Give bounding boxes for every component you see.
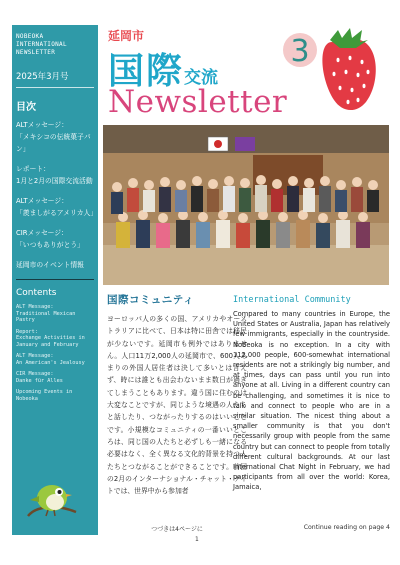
- contents-item[interactable]: Upcoming Events in Nobeoka: [16, 389, 73, 402]
- masthead-title: 国際交流: [108, 51, 219, 92]
- contents-item[interactable]: Report: Exchange Activities in January and February: [16, 328, 85, 348]
- toc-item[interactable]: レポート： 1月と2月の国際交流活動: [16, 165, 93, 185]
- divider: [16, 87, 94, 88]
- bird-belly: [46, 494, 64, 510]
- article-body-en: Compared to many countries in Europe, the United States or Australia, Japan has relatively few immigrants, especially in the countryside. Nobeoka is no exception. In a city with 112,000 people, 600-somewhat international residents are not a strikingly big number, and at times, days can pass until you run into anyone at all. Living in a different country can be challenging, and sometimes it is nice to talk and connect to people who are in a similar situation. The nicest thing about a smaller community is that you don't necessarily group with people from the same country but can connect to people from totally different cultural backgrounds. At our last International Chat Night in February, we had participants from all over the world: Korea, Jamaica,: [233, 310, 390, 492]
- bird-beak: [66, 494, 72, 497]
- contents-item[interactable]: CIR Message: Danke für Alles: [16, 371, 63, 384]
- toc-item[interactable]: 延岡市のイベント情報: [16, 261, 84, 269]
- sidebar: [12, 25, 98, 535]
- contents-item[interactable]: ALT Message: An American's Jealousy: [16, 353, 85, 366]
- article-english: [233, 295, 390, 493]
- issue-number: 3: [290, 34, 310, 69]
- article-japanese: [107, 292, 247, 497]
- article-heading-jp: 国際コミュニティ: [107, 294, 194, 306]
- strawberry-illustration: [276, 20, 388, 120]
- issue-date: 2025年3月号: [16, 72, 69, 82]
- article-heading-en: International Community: [233, 295, 351, 305]
- bird-illustration: [22, 472, 82, 527]
- group-photo: [103, 125, 389, 285]
- toc-item[interactable]: ALTメッセージ： 「羨ましがるアメリカ人」: [16, 197, 98, 217]
- contents-list: [12, 304, 98, 402]
- japan-flag-sun: [214, 140, 222, 148]
- masthead-city: 延岡市: [108, 29, 145, 43]
- toc-item[interactable]: CIRメッセージ： 「いつもありがとう」: [16, 229, 84, 249]
- continued-note-en[interactable]: Continue reading on page 4: [303, 524, 390, 531]
- contents-item[interactable]: ALT Message: Traditional Mexican Pastry: [16, 304, 76, 323]
- masthead-newsletter: Newsletter: [108, 84, 288, 120]
- continued-note-jp[interactable]: つづきは4ページに: [151, 526, 203, 533]
- bird-eye: [58, 490, 62, 494]
- toc-title: 目次: [16, 102, 36, 113]
- toc-item[interactable]: ALTメッセージ： 「メキシコの伝統菓子パン」: [16, 121, 91, 153]
- newsletter-name: NOBEOKA INTERNATIONAL NEWSLETTER: [16, 33, 67, 56]
- city-flag: [235, 137, 255, 151]
- article-body-jp: ヨーロッパ人の多くの国、アメリカやオーストラリアに比べて、日本は特に田舎では移民が少ないです。延岡市も例外ではありません。人口11万2,000人の延岡市で、600人あまりの外国人居住者は決して多いとは言えず、時には誰とも出会わないまま数日が過ぎてしまうこともあります。違う国に住むのは大変なことですが、同じような境遇の人たちと話したり、つながったりするのはいいことです。小規模なコミュニティの一番いいところは、同じ国の人たちと必ずしも一緒になる必要はなく、全く異なる文化的背景を持つ人たちとつながることができることです。前回の2月のインターナショナル・チャット・ナイトでは、世界中から参加者: [107, 315, 247, 496]
- page-number: 1: [195, 536, 199, 543]
- divider: [16, 279, 94, 280]
- photo-floor: [103, 245, 389, 285]
- contents-title: Contents: [16, 288, 57, 298]
- toc-list: [12, 119, 98, 271]
- strawberry-body: [322, 39, 375, 110]
- bird-tail: [30, 496, 39, 502]
